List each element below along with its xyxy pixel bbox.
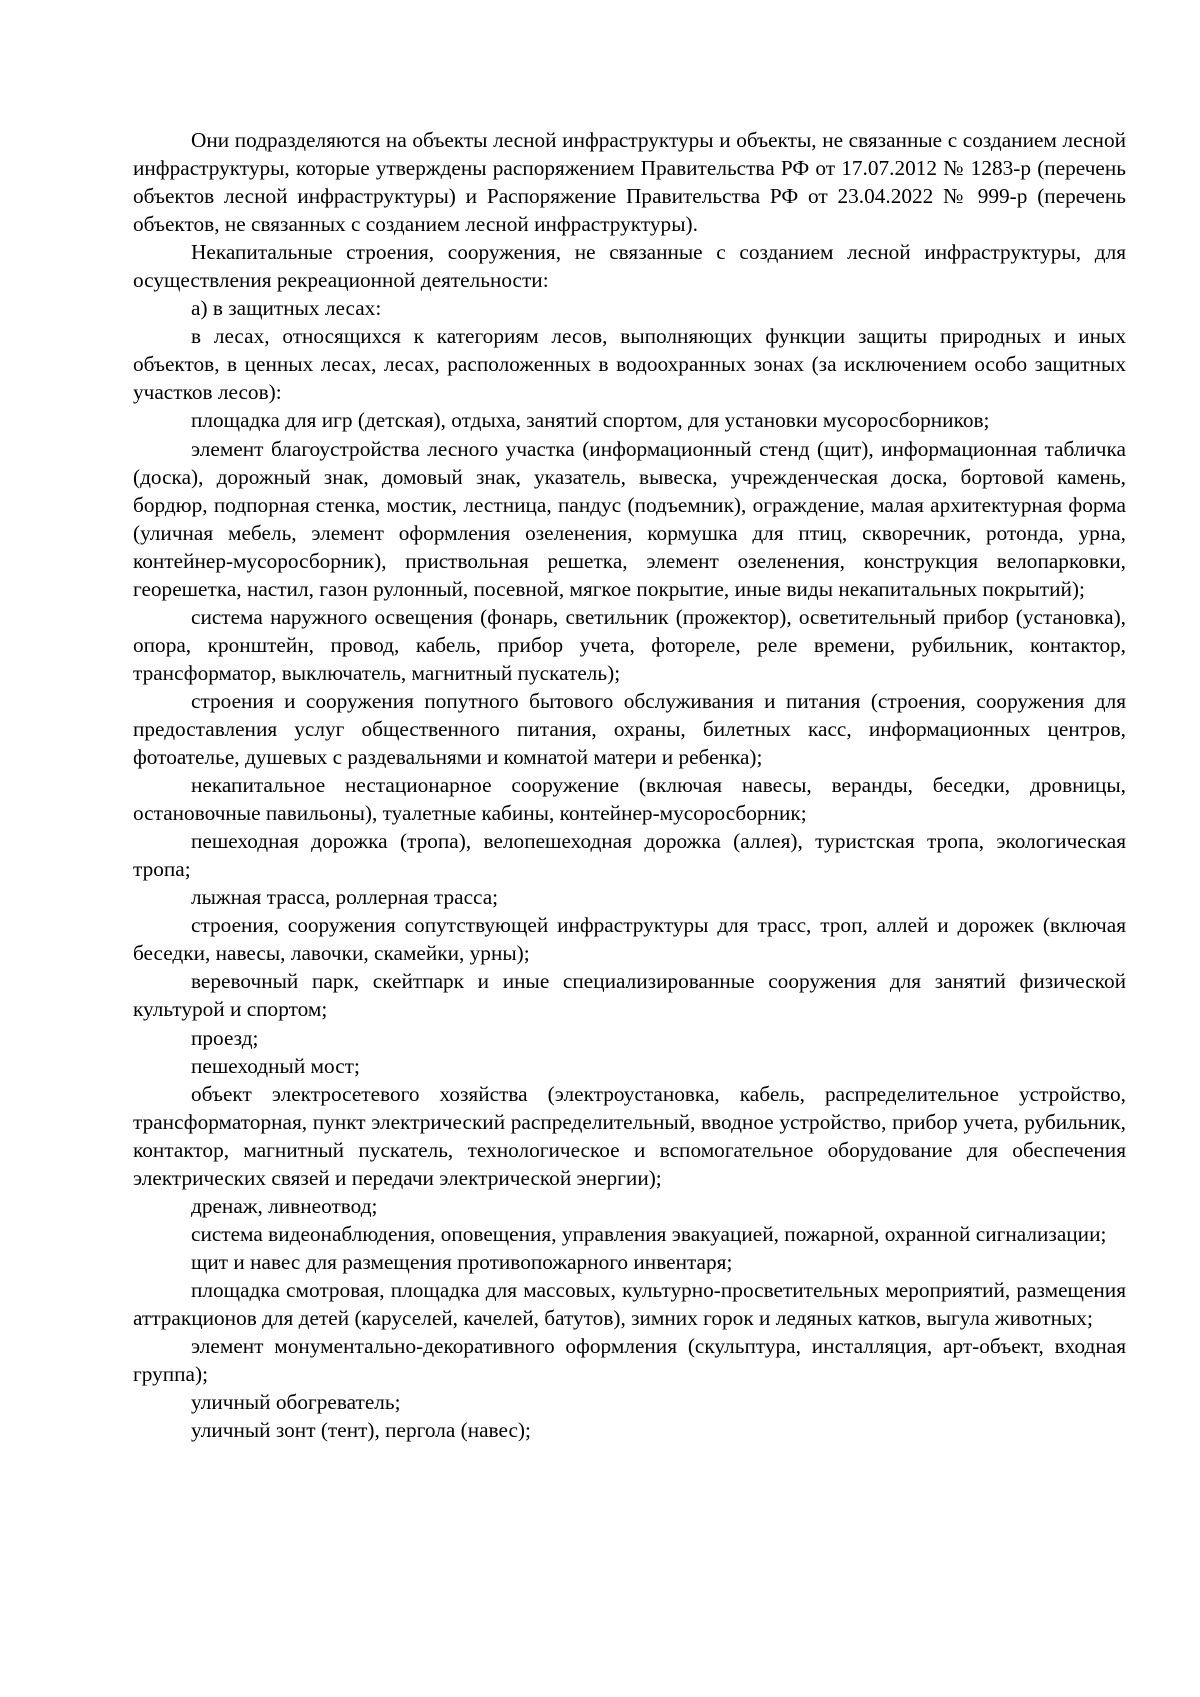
paragraph: площадка смотровая, площадка для массовых, культурно-просветительных мероприятий, размещения аттракционов для детей (каруселей, качелей, батутов), зимних горок и ледяных катков, выгула животных; [133,1277,1126,1330]
paragraph: а) в защитных лесах: [191,296,382,321]
paragraph: проезд; [191,1025,259,1050]
paragraph: система видеонаблюдения, оповещения, управления эвакуацией, пожарной, охранной сигнализации; [191,1221,1107,1246]
paragraph: Они подразделяются на объекты лесной инфраструктуры и объекты, не связанные с созданием лесной инфраструктуры, которые утверждены распоряжением Правительства РФ от 17.07.2012 № 1283-р (перечень объектов лесной инфраструктуры) и Распоряжение Правительства РФ от 23.04.2022 № 999-р (перечень объектов, не связанных с созданием лесной инфраструктуры). [133,128,1126,237]
paragraph: площадка для игр (детская), отдыха, занятий спортом, для установки мусоросборников; [191,408,990,433]
paragraph: лыжная трасса, роллерная трасса; [191,885,499,910]
document-body [133,126,1126,1444]
paragraph: элемент благоустройства лесного участка (информационный стенд (щит), информационная табличка (доска), дорожный знак, домовый знак, указатель, вывеска, учрежденческая доска, бортовой камень, бордюр, подпорная стенка, мостик, лестница, пандус (подъемник), ограждение, малая архитектурная форма (уличная мебель, элемент оформления озеленения, кормушка для птиц, скворечник, ротонда, урна, контейнер-мусоросборник), приствольная решетка, элемент озеленения, конструкция велопарковки, георешетка, настил, газон рулонный, посевной, мягкое покрытие, иные виды некапитальных покрытий); [133,436,1126,601]
paragraph: уличный зонт (тент), пергола (навес); [191,1418,531,1443]
paragraph: объект электросетевого хозяйства (электроустановка, кабель, распределительное устройство, трансформаторная, пункт электрический распределительный, вводное устройство, прибор учета, рубильник, контактор, магнитный пускатель, технологическое и вспомогательное оборудование для обеспечения электрических связей и передачи электрической энергии); [133,1081,1126,1190]
paragraph: система наружного освещения (фонарь, светильник (прожектор), осветительный прибор (установка), опора, кронштейн, провод, кабель, прибор учета, фотореле, реле времени, рубильник, контактор, трансформатор, выключатель, магнитный пускатель); [133,604,1126,685]
paragraph: строения и сооружения попутного бытового обслуживания и питания (строения, сооружения для предоставления услуг общественного питания, охраны, билетных касс, информационных центров, фотоателье, душевых с раздевальнями и комнатой матери и ребенка); [133,688,1126,770]
paragraph: веревочный парк, скейтпарк и иные специализированные сооружения для занятий физической культурой и спортом; [133,969,1126,1022]
paragraph: некапитальное нестационарное сооружение (включая навесы, веранды, беседки, дровницы, остановочные павильоны), туалетные кабины, контейнер-мусоросборник; [133,773,1126,826]
paragraph: пешеходный мост; [191,1053,360,1078]
paragraph: пешеходная дорожка (тропа), велопешеходная дорожка (аллея), туристская тропа, экологическая тропа; [133,829,1126,882]
paragraph: щит и навес для размещения противопожарного инвентаря; [191,1249,733,1274]
paragraph: элемент монументально-декоративного оформления (скульптура, инсталляция, арт-объект, входная группа); [133,1334,1126,1387]
paragraph: дренаж, ливнеотвод; [191,1193,378,1218]
paragraph: Некапитальные строения, сооружения, не связанные с созданием лесной инфраструктуры, для осуществления рекреационной деятельности: [133,240,1126,293]
paragraph: в лесах, относящихся к категориям лесов, выполняющих функции защиты природных и иных объектов, в ценных лесах, лесах, расположенных в водоохранных зонах (за исключением особо защитных участков лесов): [133,324,1126,405]
paragraph: уличный обогреватель; [191,1390,401,1415]
paragraph: строения, сооружения сопутствующей инфраструктуры для трасс, троп, аллей и дорожек (включая беседки, навесы, лавочки, скамейки, урны); [133,913,1126,966]
